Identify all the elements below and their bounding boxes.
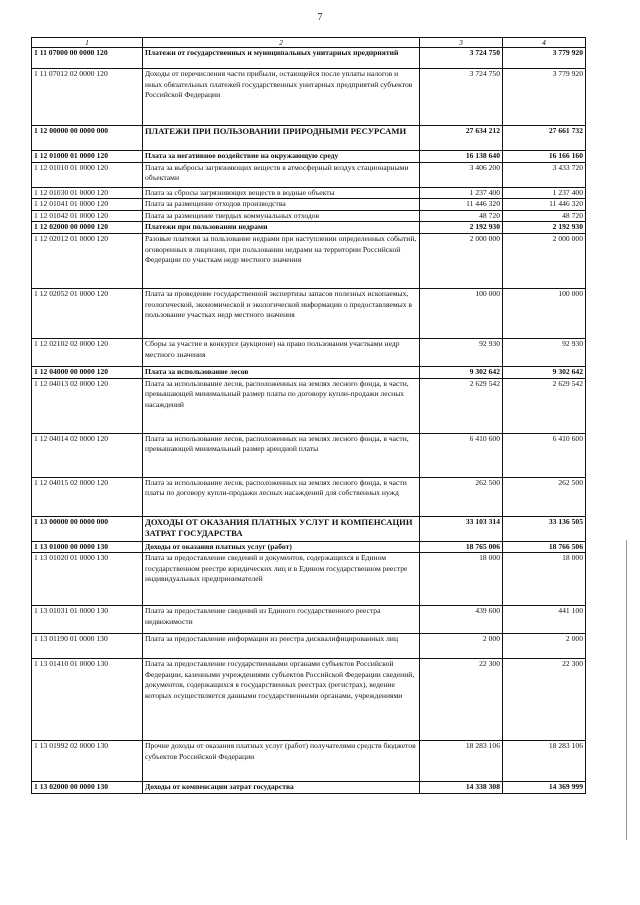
row-code: 1 12 02000 00 0000 120 xyxy=(32,222,143,234)
row-name: Прочие доходы от оказания платных услуг (работ) получателями средств бюджетов субъектов Российской Федерации xyxy=(143,741,420,782)
table-row xyxy=(32,222,586,234)
row-value-4: 2 629 542 xyxy=(503,378,586,433)
row-name: Плата за предоставление государственными органами субъектов Российской Федерации, казенными учреждениями субъектов Российской Федерации сведений, документов, содержащихся в государственных реестрах (регистрах), ведение которых осуществляется данными государственными органами, учреждениями xyxy=(143,659,420,741)
row-value-3: 18 000 xyxy=(420,553,503,606)
row-code: 1 13 01992 02 0000 130 xyxy=(32,741,143,782)
row-value-4: 22 300 xyxy=(503,659,586,741)
row-value-4: 3 433 720 xyxy=(503,162,586,187)
scan-edge-mark xyxy=(626,540,627,840)
row-code: 1 12 04000 00 0000 120 xyxy=(32,366,143,378)
row-value-3: 92 930 xyxy=(420,338,503,366)
table-row xyxy=(32,199,586,211)
table-row xyxy=(32,477,586,516)
row-value-3: 3 724 750 xyxy=(420,48,503,69)
row-code: 1 13 00000 00 0000 000 xyxy=(32,516,143,541)
row-value-4: 11 446 320 xyxy=(503,199,586,211)
row-code: 1 12 02102 02 0000 120 xyxy=(32,338,143,366)
table-row xyxy=(32,741,586,782)
row-value-3: 18 283 106 xyxy=(420,741,503,782)
row-name: Доходы от оказания платных услуг (работ) xyxy=(143,541,420,553)
row-value-3: 439 600 xyxy=(420,606,503,634)
row-name: Плата за предоставление сведений из Единого государственного реестра недвижимости xyxy=(143,606,420,634)
row-code: 1 13 01031 01 0000 130 xyxy=(32,606,143,634)
table-row xyxy=(32,288,586,338)
row-value-3: 2 192 930 xyxy=(420,222,503,234)
row-value-4: 100 000 xyxy=(503,288,586,338)
table-row xyxy=(32,69,586,126)
column-header-2: 2 xyxy=(143,38,420,48)
row-name: Плата за сбросы загрязняющих веществ в водные объекты xyxy=(143,187,420,199)
row-value-3: 6 410 600 xyxy=(420,433,503,477)
row-value-3: 2 000 xyxy=(420,634,503,659)
row-code: 1 13 01410 01 0000 130 xyxy=(32,659,143,741)
row-value-4: 18 283 106 xyxy=(503,741,586,782)
row-value-4: 3 779 920 xyxy=(503,69,586,126)
row-value-4: 2 000 000 xyxy=(503,233,586,288)
row-name: Платежи при пользовании недрами xyxy=(143,222,420,234)
row-value-4: 33 136 505 xyxy=(503,516,586,541)
row-value-3: 1 237 400 xyxy=(420,187,503,199)
row-code: 1 12 01030 01 0000 120 xyxy=(32,187,143,199)
row-code: 1 12 02012 01 0000 120 xyxy=(32,233,143,288)
row-value-4: 2 192 930 xyxy=(503,222,586,234)
table-row xyxy=(32,126,586,151)
table-row xyxy=(32,541,586,553)
table-row xyxy=(32,516,586,541)
row-name: Плата за предоставление сведений и документов, содержащихся в Едином государственном реестре юридических лиц и в Едином государственном реестре индивидуальных предпринимателей xyxy=(143,553,420,606)
row-value-3: 262 500 xyxy=(420,477,503,516)
row-value-3: 2 629 542 xyxy=(420,378,503,433)
table-row xyxy=(32,233,586,288)
row-code: 1 13 01020 01 0000 130 xyxy=(32,553,143,606)
table-header-row xyxy=(32,38,586,48)
row-value-4: 27 661 732 xyxy=(503,126,586,151)
column-header-4: 4 xyxy=(503,38,586,48)
table-row xyxy=(32,210,586,222)
row-value-4: 1 237 400 xyxy=(503,187,586,199)
row-code: 1 12 00000 00 0000 000 xyxy=(32,126,143,151)
row-name: Доходы от компенсации затрат государства xyxy=(143,782,420,794)
row-name: Плата за размещение отходов производства xyxy=(143,199,420,211)
column-header-3: 3 xyxy=(420,38,503,48)
row-value-3: 18 765 006 xyxy=(420,541,503,553)
row-code: 1 12 01041 01 0000 120 xyxy=(32,199,143,211)
row-name: Плата за размещение твердых коммунальных отходов xyxy=(143,210,420,222)
row-code: 1 12 01000 01 0000 120 xyxy=(32,151,143,163)
row-value-4: 18 766 506 xyxy=(503,541,586,553)
table-row xyxy=(32,634,586,659)
row-name: Плата за использование лесов, расположенных на землях лесного фонда, в части, превышающей минимальный размер арендной платы xyxy=(143,433,420,477)
table-row xyxy=(32,366,586,378)
row-value-3: 33 103 314 xyxy=(420,516,503,541)
row-value-3: 3 724 750 xyxy=(420,69,503,126)
row-value-4: 92 930 xyxy=(503,338,586,366)
row-code: 1 12 01042 01 0000 120 xyxy=(32,210,143,222)
row-name: Разовые платежи за пользование недрами при наступлении определенных событий, оговоренных в лицензии, при пользовании недрами на территории Российской Федерации по участкам недр местного значения xyxy=(143,233,420,288)
row-value-4: 16 166 160 xyxy=(503,151,586,163)
row-name: Платежи от государственных и муниципальных унитарных предприятий xyxy=(143,48,420,69)
table-row xyxy=(32,378,586,433)
row-value-4: 441 100 xyxy=(503,606,586,634)
table-row xyxy=(32,48,586,69)
row-value-3: 16 138 640 xyxy=(420,151,503,163)
table-row xyxy=(32,659,586,741)
row-value-3: 3 406 200 xyxy=(420,162,503,187)
row-value-4: 6 410 600 xyxy=(503,433,586,477)
row-code: 1 12 02052 01 0000 120 xyxy=(32,288,143,338)
row-name: Доходы от перечисления части прибыли, остающейся после уплаты налогов и иных обязательных платежей государственных унитарных предприятий субъектов Российской Федерации xyxy=(143,69,420,126)
row-code: 1 12 04014 02 0000 120 xyxy=(32,433,143,477)
row-value-3: 2 000 000 xyxy=(420,233,503,288)
row-code: 1 12 04015 02 0000 120 xyxy=(32,477,143,516)
table-row xyxy=(32,162,586,187)
row-code: 1 13 01190 01 0000 130 xyxy=(32,634,143,659)
row-value-3: 11 446 320 xyxy=(420,199,503,211)
row-value-4: 48 720 xyxy=(503,210,586,222)
table-body xyxy=(32,48,586,794)
row-name: Плата за выбросы загрязняющих веществ в атмосферный воздух стационарными объектами xyxy=(143,162,420,187)
row-code: 1 11 07012 02 0000 120 xyxy=(32,69,143,126)
table-row xyxy=(32,433,586,477)
row-name: ПЛАТЕЖИ ПРИ ПОЛЬЗОВАНИИ ПРИРОДНЫМИ РЕСУРСАМИ xyxy=(143,126,420,151)
row-value-4: 18 000 xyxy=(503,553,586,606)
row-value-4: 262 500 xyxy=(503,477,586,516)
row-code: 1 12 01010 01 0000 120 xyxy=(32,162,143,187)
row-code: 1 13 02000 00 0000 130 xyxy=(32,782,143,794)
row-value-4: 14 369 999 xyxy=(503,782,586,794)
row-value-4: 9 302 642 xyxy=(503,366,586,378)
row-value-3: 14 338 308 xyxy=(420,782,503,794)
row-name: Плата за использование лесов, расположенных на землях лесного фонда, в части платы по договору купли-продажи лесных насаждений для собственных нужд xyxy=(143,477,420,516)
row-value-3: 27 634 212 xyxy=(420,126,503,151)
row-name: Плата за использование лесов, расположенных на землях лесного фонда, в части, превышающей минимальный размер платы по договору купли-продажи лесных насаждений xyxy=(143,378,420,433)
column-header-1: 1 xyxy=(32,38,143,48)
table-row xyxy=(32,151,586,163)
table-row xyxy=(32,338,586,366)
row-code: 1 13 01000 00 0000 130 xyxy=(32,541,143,553)
row-value-3: 100 000 xyxy=(420,288,503,338)
row-value-4: 2 000 xyxy=(503,634,586,659)
row-value-3: 9 302 642 xyxy=(420,366,503,378)
revenue-table xyxy=(31,37,586,794)
row-name: Плата за негативное воздействие на окружающую среду xyxy=(143,151,420,163)
row-code: 1 11 07000 00 0000 120 xyxy=(32,48,143,69)
row-value-3: 22 300 xyxy=(420,659,503,741)
row-value-3: 48 720 xyxy=(420,210,503,222)
row-code: 1 12 04013 02 0000 120 xyxy=(32,378,143,433)
row-name: ДОХОДЫ ОТ ОКАЗАНИЯ ПЛАТНЫХ УСЛУГ И КОМПЕНСАЦИИ ЗАТРАТ ГОСУДАРСТВА xyxy=(143,516,420,541)
row-name: Плата за использование лесов xyxy=(143,366,420,378)
row-name: Плата за предоставление информации из реестра дисквалифицированных лиц xyxy=(143,634,420,659)
table-row xyxy=(32,187,586,199)
row-value-4: 3 779 920 xyxy=(503,48,586,69)
page-number: 7 xyxy=(317,12,323,23)
table-row xyxy=(32,782,586,794)
row-name: Сборы за участие в конкурсе (аукционе) на право пользования участками недр местного значения xyxy=(143,338,420,366)
table-row xyxy=(32,553,586,606)
table-row xyxy=(32,606,586,634)
row-name: Плата за проведение государственной экспертизы запасов полезных ископаемых, геологической, экономической и экологической информации о предоставляемых в пользование участках недр местного значения xyxy=(143,288,420,338)
